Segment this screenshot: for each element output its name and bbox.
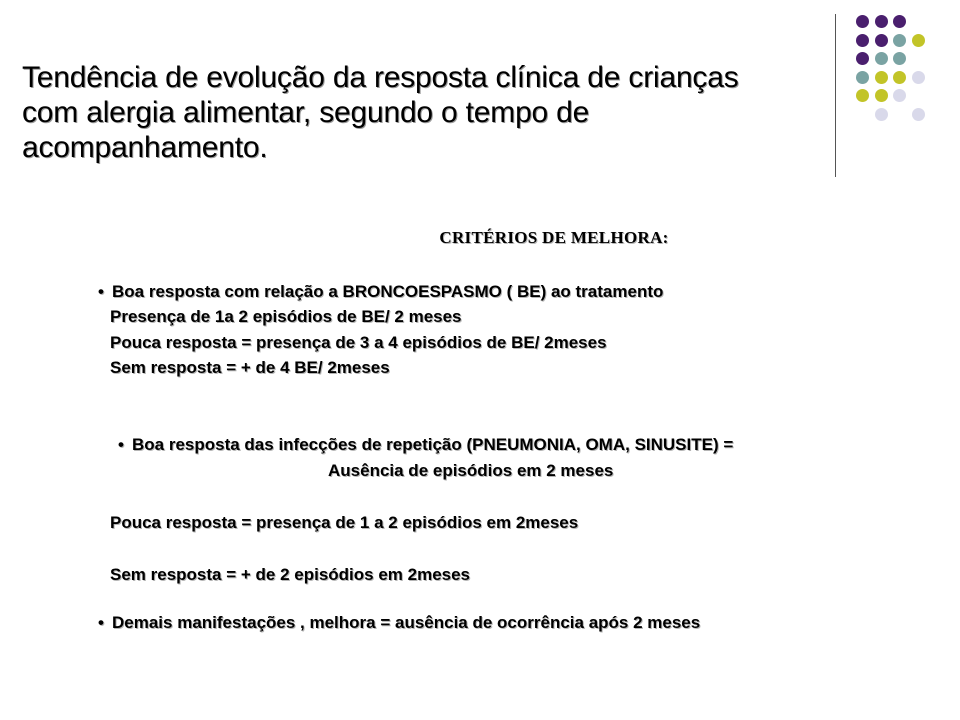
decorative-dot <box>912 71 925 84</box>
decorative-dot <box>856 71 869 84</box>
bronchospasm-line-pouca: Pouca resposta = presença de 3 a 4 episódios de BE/ 2meses <box>110 333 607 352</box>
decorative-dot <box>856 15 869 28</box>
criteria-heading: CRITÉRIOS DE MELHORA: <box>439 228 669 247</box>
bronchospasm-line-sem: Sem resposta = + de 4 BE/ 2meses <box>110 358 390 377</box>
slide-title <box>22 60 822 165</box>
decorative-dot <box>856 89 869 102</box>
infections-bullet <box>118 433 733 457</box>
infections-bullet-text: Boa resposta das infecções de repetição (PNEUMONIA, OMA, SINUSITE) = <box>132 435 734 454</box>
slide-title-line-2: com alergia alimentar, segundo o tempo de <box>22 96 590 129</box>
decorative-dot <box>893 15 906 28</box>
decorative-dot <box>875 71 888 84</box>
bronchospasm-line-presence: Presença de 1a 2 episódios de BE/ 2 meses <box>110 307 462 326</box>
bullet-icon: • <box>98 613 104 632</box>
bronchospasm-bullet <box>98 280 663 304</box>
slide-title-line-1: Tendência de evolução da resposta clínica de crianças <box>22 61 739 94</box>
decorative-dot <box>875 52 888 65</box>
bullet-icon: • <box>98 282 104 301</box>
other-manifestations-text: Demais manifestações , melhora = ausência de ocorrência após 2 meses <box>112 613 701 632</box>
bullet-icon: • <box>118 435 124 454</box>
infections-line-ausencia: Ausência de episódios em 2 meses <box>328 461 614 480</box>
infections-line-sem: Sem resposta = + de 2 episódios em 2meses <box>110 565 471 584</box>
decorative-dot <box>893 52 906 65</box>
decorative-dot <box>875 15 888 28</box>
decorative-dot <box>856 52 869 65</box>
decorative-dot <box>912 108 925 121</box>
decorative-dot <box>875 108 888 121</box>
infections-line-pouca: Pouca resposta = presença de 1 a 2 episódios em 2meses <box>110 513 579 532</box>
bronchospasm-bullet-text: Boa resposta com relação a BRONCOESPASMO ( BE) ao tratamento <box>112 282 664 301</box>
decorative-dot <box>893 34 906 47</box>
decorative-dot <box>875 34 888 47</box>
slide-title-line-3: acompanhamento. <box>22 131 268 164</box>
decorative-vertical-line <box>835 14 836 177</box>
decorative-dot <box>912 34 925 47</box>
decorative-dot <box>893 71 906 84</box>
decorative-dot <box>875 89 888 102</box>
decorative-dot <box>856 34 869 47</box>
decorative-dot <box>893 89 906 102</box>
other-manifestations-bullet <box>98 611 700 635</box>
